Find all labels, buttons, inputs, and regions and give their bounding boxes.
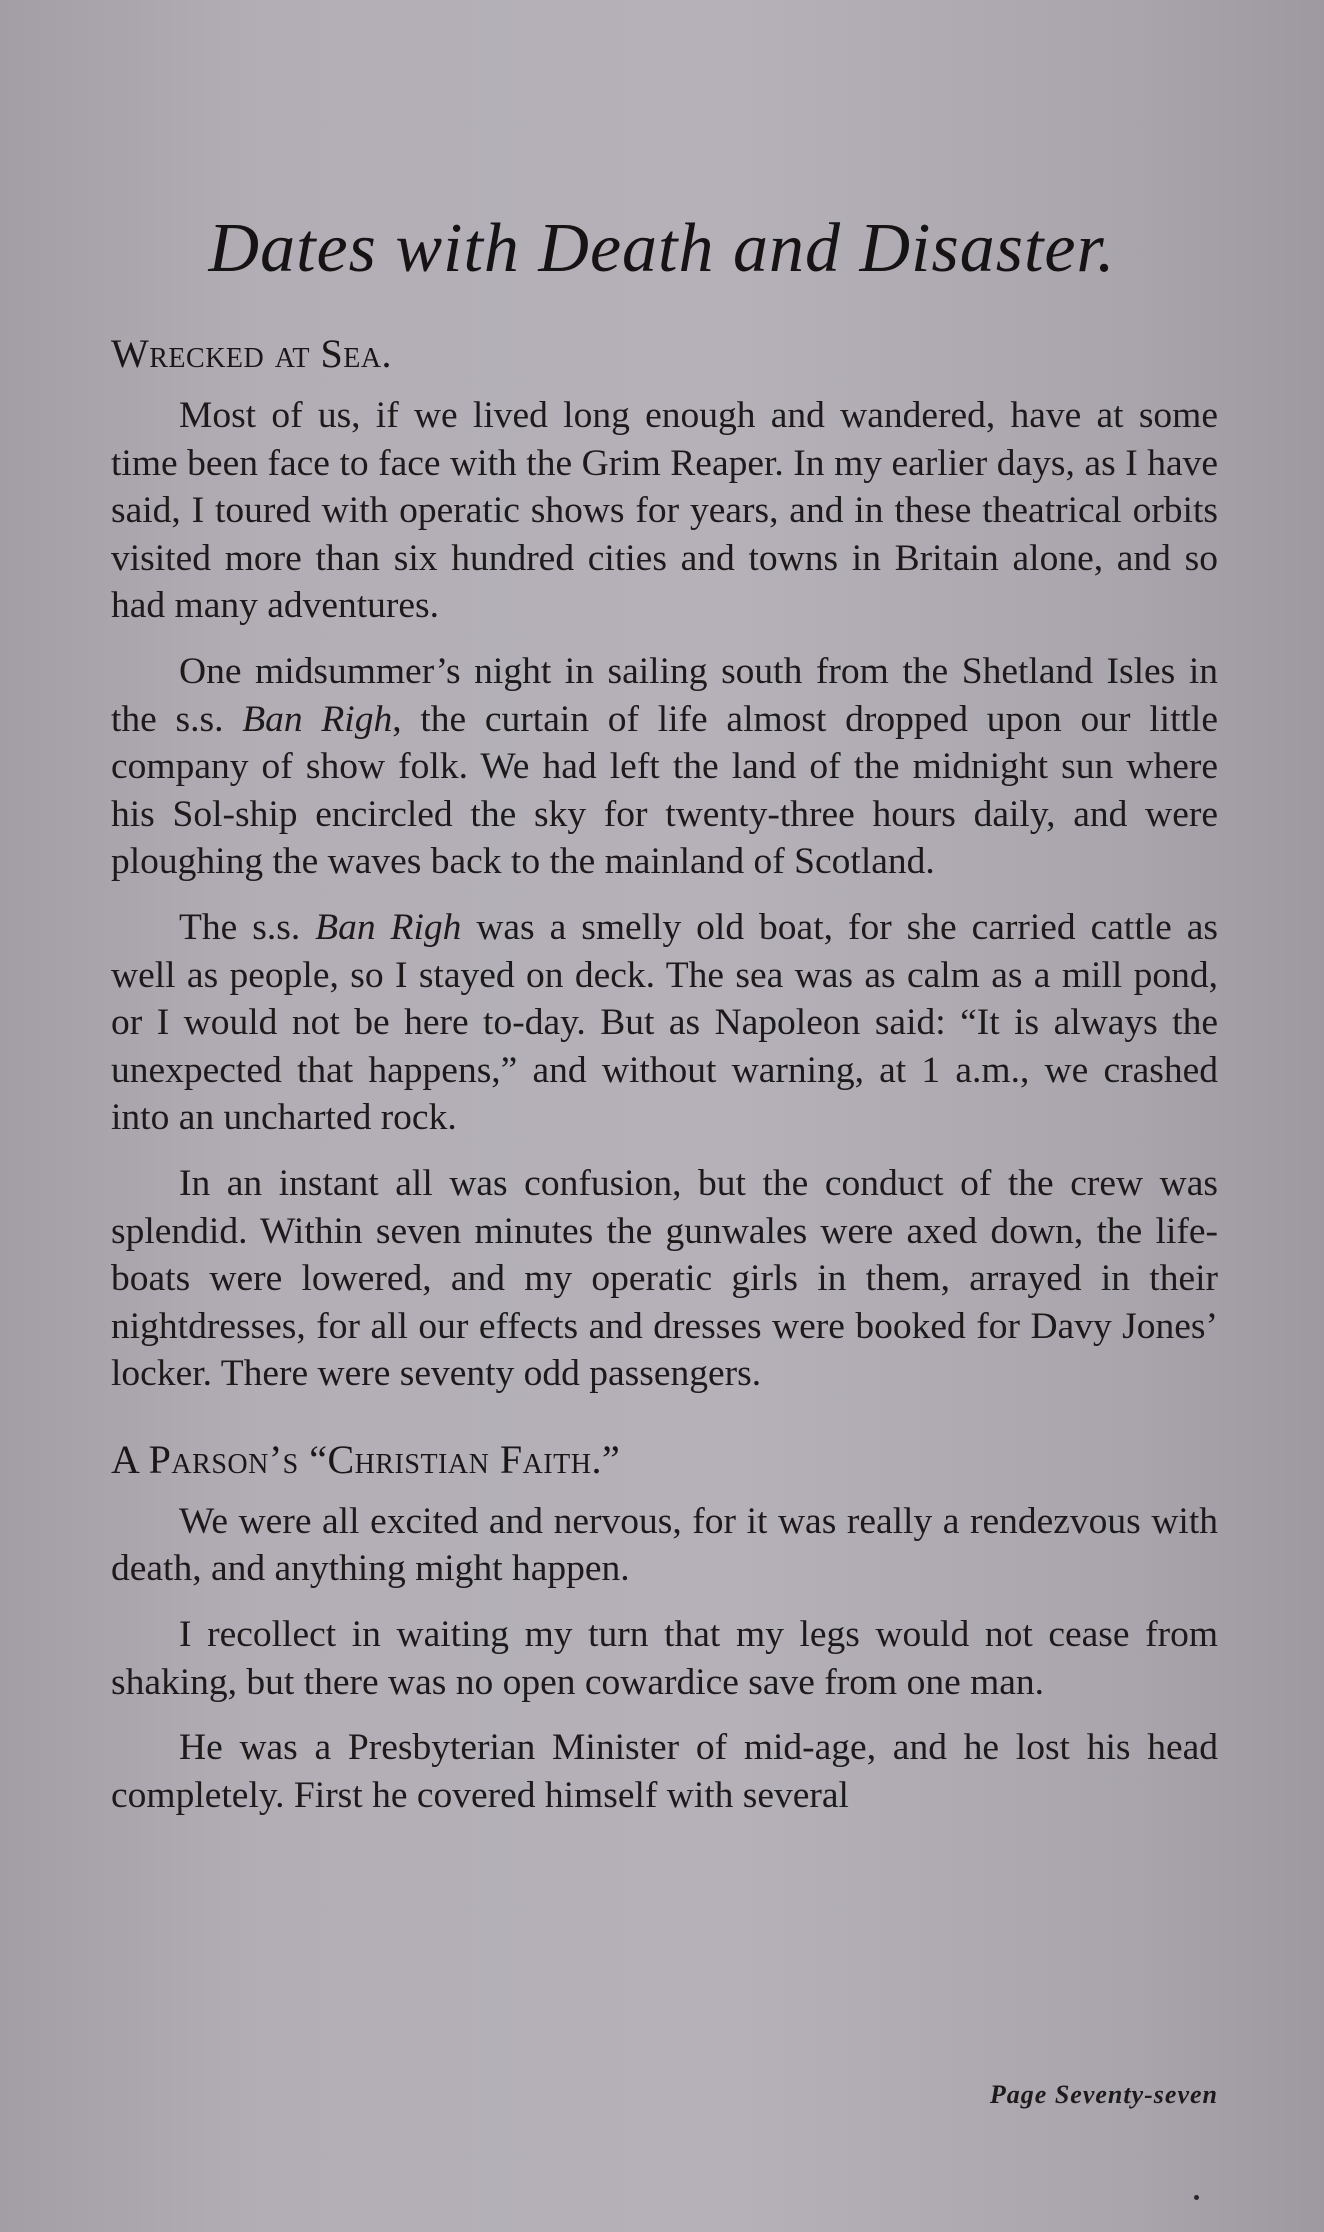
page-number: Page Seventy-seven	[989, 2080, 1218, 2109]
paragraph: We were all excited and nervous, for it was really a rendezvous with death, and anything might happen.	[111, 1500, 1218, 1590]
paragraph: I recollect in waiting my turn that my legs would not cease from shaking, but there was no open cowardice save from one man.	[111, 1614, 1218, 1703]
paragraph: In an instant all was confusion, but the conduct of the crew was splendid. Within seven minutes the gunwales were axed down, the life-boats were lowered, and my operatic girls in them, arrayed in their nightdresses, for all our effects and dresses were booked for Davy Jones’ locker. There were seventy odd passengers.	[111, 1162, 1218, 1395]
section-heading-parsons-christian-faith: A Parson’s “Christian Faith.”	[111, 1436, 621, 1482]
paragraph: Most of us, if we lived long enough and wandered, have at some time been face to face with the Grim Reaper. In my earlier days, as I have said, I toured with operatic shows for years, and in these theatrical orbits visited more than six hundred cities and towns in Britain alone, and so had many adventures.	[111, 395, 1218, 627]
paragraph: He was a Presbyterian Minister of mid-age, and he lost his head completely. First he covered himself with several	[111, 1727, 1218, 1816]
section-heading-wrecked-at-sea: Wrecked at Sea.	[111, 331, 393, 376]
paper-speck	[1194, 2195, 1199, 2200]
text-column	[111, 324, 1218, 1819]
page-title: Dates with Death and Disaster.	[208, 210, 1116, 287]
ship-name: Ban Righ	[242, 698, 393, 740]
paragraph: The s.s. Ban Righ was a smelly old boat, for she carried cattle as well as people, so I stayed on deck. The sea was as calm as a mill pond, or I would not be here to-day. But as Napoleon said: “It is always the unexpected that happens,” and without warning, at 1 a.m., we crashed into an uncharted rock.	[111, 906, 1219, 1139]
ship-name: Ban Righ	[315, 906, 462, 948]
paragraph: One midsummer’s night in sailing south from the Shetland Isles in the s.s. Ban Righ, the curtain of life almost dropped upon our little company of show folk. We had left the land of the midnight sun where his Sol-ship encircled the sky for twenty-three hours daily, and were ploughing the waves back to the mainland of Scotland.	[111, 650, 1218, 883]
